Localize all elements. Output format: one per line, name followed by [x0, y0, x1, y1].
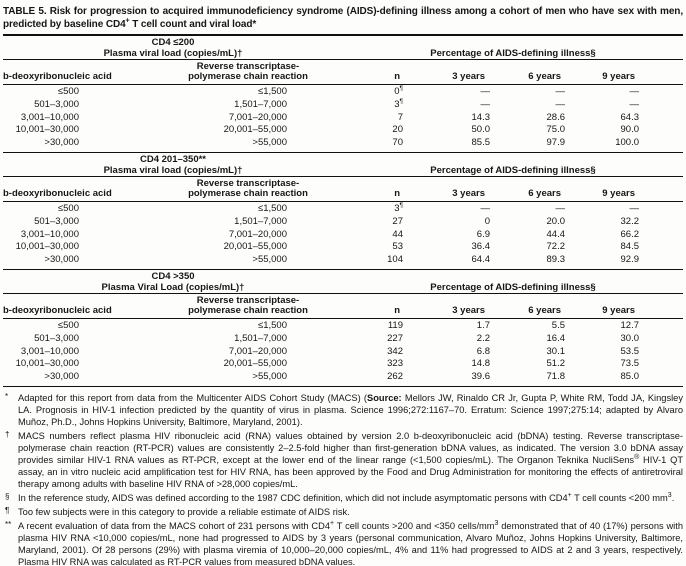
table-cell: 7,001–20,000 [228, 345, 287, 357]
table-cell: 39.6 [471, 371, 490, 383]
table-cell: 227 [387, 332, 403, 344]
table-cell: — [555, 202, 565, 214]
column-header-row [3, 294, 683, 319]
table-cell: — [555, 98, 565, 110]
table-row [3, 371, 683, 384]
table-cell: 323 [387, 358, 403, 370]
table-cell: 6.9 [476, 228, 490, 240]
table-row [3, 86, 683, 99]
footnote-text: A recent evaluation of data from the MACS cohort of 231 persons with CD4+ T cell counts >200 and <350 cells/$mm^3$ demonstrated that of 40 (17%) persons with plasma HIV RNA <10,000 copies/mL, none had progressed to AIDS by 3 years (personal communication, Alvaro Muñoz, Johns Hopkins University, Baltimore, Maryland, 2001). Of 28 persons (29%) with plasma viremia of 10,000–20,000 copies/mL, 4% and 11% had progressed to AIDS at 2 and 3 years, respectively. Plasma HIV RNA was calculated as RT-PCR values from measured bDNA values. [18, 519, 683, 566]
col-header-3-years: 3 years [452, 71, 485, 82]
col-header-6-years: 6 years [528, 187, 561, 199]
data-table [3, 34, 683, 387]
col-header-bdna: b-deoxyribonucleic acid [3, 187, 112, 199]
table-cell: ≤1,500 [258, 202, 287, 214]
table-cell: 6.8 [476, 345, 490, 357]
table-cell: 72.2 [546, 241, 565, 253]
table-cell: 71.8 [546, 371, 565, 383]
table-body [3, 202, 683, 269]
table-row [3, 112, 683, 125]
percentage-illness-label: Percentage of AIDS-defining illness§ [430, 48, 596, 59]
table-cell: 97.9 [546, 137, 565, 149]
table-row [3, 137, 683, 150]
table-row [3, 216, 683, 229]
col-header-9-years: 9 years [602, 187, 635, 199]
table-cell: 501–3,000 [34, 215, 79, 227]
table-cell: 1,501–7,000 [234, 215, 287, 227]
table-cell: 89.3 [546, 254, 565, 266]
table-cell: ≤500 [57, 202, 79, 214]
table-cell: 28.6 [546, 111, 565, 123]
table-cell: 10,001–30,000 [15, 241, 79, 253]
viral-load-spanner [3, 38, 343, 59]
percentage-spanner [343, 155, 683, 176]
percentage-spanner [343, 272, 683, 293]
section-cd4-le-200 [3, 36, 683, 153]
table-cell: — [629, 86, 639, 97]
percentage-illness-label: Percentage of AIDS-defining illness§ [430, 164, 596, 176]
table-cell: 10,001–30,000 [15, 124, 79, 136]
table-cell: 75.0 [546, 124, 565, 136]
table-cell: 2.2 [476, 332, 490, 344]
col-header-rtpcr-line1: Reverse transcriptase- [196, 61, 300, 72]
table-cell: 10,001–30,000 [15, 358, 79, 370]
table-cell: 3¶ [394, 97, 403, 110]
table-cell: 36.4 [471, 241, 490, 253]
col-header-n: n [394, 304, 400, 316]
table-cell: — [480, 202, 490, 214]
col-header-9-years: 9 years [602, 304, 635, 316]
table-cell: >55,000 [252, 137, 287, 149]
table-row [3, 320, 683, 333]
table-cell: ≤500 [57, 319, 79, 331]
table-cell: 342 [387, 345, 403, 357]
table-cell: 44.4 [546, 228, 565, 240]
table-cell: 1,501–7,000 [234, 332, 287, 344]
table-cell: 3,001–10,000 [20, 228, 79, 240]
table-cell: 73.5 [620, 358, 639, 370]
col-header-rtpcr-line1: Reverse transcriptase- [196, 294, 300, 306]
table-cell: — [480, 86, 490, 97]
col-header-3-years: 3 years [452, 304, 485, 316]
col-header-rtpcr [133, 179, 363, 199]
table-cell: >30,000 [44, 137, 79, 149]
table-cell: 7,001–20,000 [228, 111, 287, 123]
table-cell: 0¶ [394, 84, 403, 97]
table-cell: 0 [484, 215, 490, 227]
table-row [3, 124, 683, 137]
table-cell: 3¶ [394, 201, 403, 214]
col-header-6-years: 6 years [528, 71, 561, 82]
table-body [3, 85, 683, 152]
column-header-row [3, 60, 683, 85]
footnotes [3, 392, 683, 566]
table-cell: 1.7 [476, 319, 490, 331]
table-row [3, 254, 683, 267]
table-cell: 501–3,000 [34, 98, 79, 110]
col-header-rtpcr-line2: polymerase chain reaction [188, 71, 308, 82]
table-cell: 66.2 [620, 228, 639, 240]
table-cell: >55,000 [252, 254, 287, 266]
table-cell: 262 [387, 371, 403, 383]
footnote-text: MACS numbers reflect plasma HIV ribonucleic acid (RNA) values obtained by version 2.0 b-deoxyribonucleic acid (bDNA) testing. Reverse transcriptase-polymerase chain reaction (RT-PCR) values are consistently 2–2.5-fold higher than first-generation bDNA values, as indicated. The version 3.0 bDNA assay provides similar HIV-1 RNA values as RT-PCR, except at the lower end of the linear range (<1,500 copies/mL). The Organon Teknika NucliSens® HIV-1 QT assay, an in vitro nucleic acid amplification test for HIV RNA, has been approved by the Food and Drug Administration for monitoring the effects of antiretroviral therapy among adults with baseline HIV RNA of >28,000 copies/mL. [18, 430, 684, 489]
table-cell: 51.2 [546, 358, 565, 370]
table-row [3, 358, 683, 371]
table-cell: 84.5 [620, 241, 639, 253]
table-cell: 50.0 [471, 124, 490, 136]
table-cell: 20 [392, 124, 403, 136]
table-cell: 20.0 [546, 215, 565, 227]
footnote-marker: ** [5, 519, 12, 529]
table-cell: ≤1,500 [258, 319, 287, 331]
table-cell: 3,001–10,000 [20, 111, 79, 123]
col-header-6-years: 6 years [528, 304, 561, 316]
table-cell: 501–3,000 [34, 332, 79, 344]
col-header-rtpcr [133, 296, 363, 316]
footnote-marker: † [5, 429, 10, 439]
col-header-9-years: 9 years [602, 71, 635, 82]
table-cell: 1,501–7,000 [234, 98, 287, 110]
column-header-row [3, 177, 683, 202]
col-header-rtpcr-line1: Reverse transcriptase- [196, 177, 300, 189]
table-cell: — [629, 98, 639, 110]
cd4-range-label: CD4 ≤200 [151, 37, 195, 48]
viral-load-spanner [3, 272, 343, 293]
col-header-bdna: b-deoxyribonucleic acid [3, 304, 112, 316]
footnote-recent-evaluation [3, 520, 683, 566]
table-cell: 64.3 [620, 111, 639, 123]
table-title: TABLE 5. Risk for progression to acquired immunodeficiency syndrome (AIDS)-defining illness among a cohort of men who have sex with men, predicted by baseline CD4+ T cell count and viral load* [3, 6, 683, 30]
cd4-range-label: CD4 201–350** [139, 153, 207, 165]
col-header-bdna: b-deoxyribonucleic acid [3, 71, 112, 82]
spanner-row [3, 270, 683, 294]
table-cell: 14.3 [471, 111, 490, 123]
col-header-rtpcr-line2: polymerase chain reaction [188, 187, 308, 199]
table-cell: 70 [392, 137, 403, 149]
table-cell: 104 [387, 254, 403, 266]
plasma-viral-load-label: Plasma Viral Load (copies/mL)† [101, 281, 245, 293]
table-cell: 20,001–55,000 [223, 124, 287, 136]
footnote-aids-definition [3, 492, 683, 504]
table-cell: 12.7 [620, 319, 639, 331]
col-header-3-years: 3 years [452, 187, 485, 199]
section-cd4-201-350 [3, 153, 683, 270]
table-cell: ≤1,500 [258, 86, 287, 97]
table-cell: >30,000 [44, 371, 79, 383]
col-header-rtpcr [133, 62, 363, 82]
viral-load-spanner [3, 155, 343, 176]
table-cell: 85.5 [471, 137, 490, 149]
table-cell: 90.0 [620, 124, 639, 136]
table-row [3, 333, 683, 346]
footnote-macs-numbers [3, 430, 683, 490]
table-cell: 7,001–20,000 [228, 228, 287, 240]
col-header-n: n [394, 71, 400, 82]
table-cell: 100.0 [615, 137, 639, 149]
table-cell: 3,001–10,000 [20, 345, 79, 357]
table-cell: — [629, 202, 639, 214]
percentage-illness-label: Percentage of AIDS-defining illness§ [430, 281, 596, 293]
table-cell: 14.8 [471, 358, 490, 370]
table-row [3, 203, 683, 216]
footnote-marker: * [5, 391, 9, 401]
table-cell: >55,000 [252, 371, 287, 383]
section-cd4-gt-350 [3, 270, 683, 387]
table-cell: 53.5 [620, 345, 639, 357]
table-cell: 119 [387, 319, 403, 331]
table-cell: 85.0 [620, 371, 639, 383]
table-cell: 53 [392, 241, 403, 253]
table-cell: 44 [392, 228, 403, 240]
table-row [3, 241, 683, 254]
footnote-text: In the reference study, AIDS was defined according to the 1987 CDC definition, which did not include asymptomatic persons with CD4+ T cell counts <200 $mm^3$. [18, 491, 675, 503]
table-row [3, 99, 683, 112]
table-cell: 20,001–55,000 [223, 358, 287, 370]
spanner-row [3, 36, 683, 60]
table-row [3, 229, 683, 242]
table-cell: 16.4 [546, 332, 565, 344]
footnote-text: Adapted for this report from data from the Multicenter AIDS Cohort Study (MACS) (Source: Mellors JW, Rinaldo CR Jr, Gupta P, White RM, Todd JA, Kingsley LA. Prognosis in HIV-1 infection predicted by the quantity of virus in plasma. Science 1996;272:1167–70. Erratum: Science 1997;275:14; adapted by Alvaro Muñoz, Ph.D., Johns Hopkins University, Baltimore, Maryland, 2001). [18, 392, 683, 427]
table-cell: 64.4 [471, 254, 490, 266]
footnote-marker: ¶ [5, 505, 10, 515]
table-cell: — [555, 86, 565, 97]
footnote-adapted-source [3, 392, 683, 428]
percentage-spanner [343, 38, 683, 59]
table-cell: 30.0 [620, 332, 639, 344]
col-header-rtpcr-line2: polymerase chain reaction [188, 304, 308, 316]
footnote-text: Too few subjects were in this category to provide a reliable estimate of AIDS risk. [18, 506, 350, 517]
table-cell: 5.5 [551, 319, 565, 331]
table-cell: 32.2 [620, 215, 639, 227]
table-cell: 92.9 [620, 254, 639, 266]
table-cell: 20,001–55,000 [223, 241, 287, 253]
table-row [3, 346, 683, 359]
spanner-row [3, 153, 683, 177]
table-cell: — [480, 98, 490, 110]
table-body [3, 319, 683, 386]
col-header-n: n [394, 187, 400, 199]
footnote-marker: § [5, 491, 10, 501]
table-cell: 30.1 [546, 345, 565, 357]
plasma-viral-load-label: Plasma viral load (copies/mL)† [103, 164, 243, 176]
table-cell: ≤500 [57, 86, 79, 97]
table-cell: >30,000 [44, 254, 79, 266]
table-cell: 7 [397, 111, 403, 123]
cd4-range-label: CD4 >350 [151, 270, 195, 282]
table-cell: 27 [392, 215, 403, 227]
footnote-too-few-subjects [3, 506, 683, 518]
plasma-viral-load-label: Plasma viral load (copies/mL)† [103, 48, 243, 59]
